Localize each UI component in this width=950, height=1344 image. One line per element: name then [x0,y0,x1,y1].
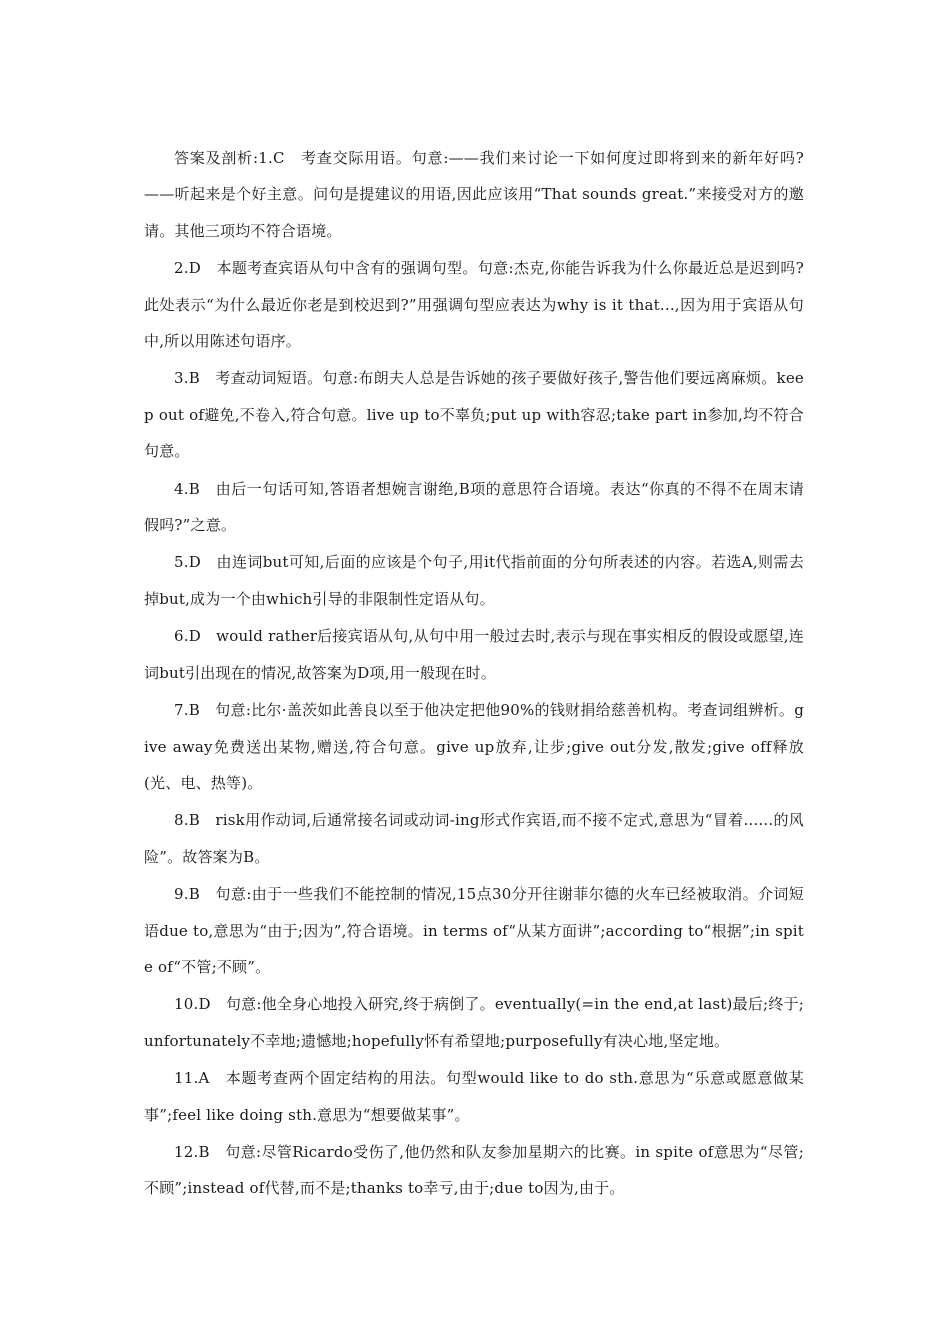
answer-paragraph-1: 答案及剖析:1.C 考查交际用语。句意:——我们来讨论一下如何度过即将到来的新年好吗?——听起来是个好主意。问句是提建议的用语,因此应该用“That sounds great.”来接受对方的邀请。其他三项均不符合语境。 [144,149,804,240]
answer-paragraph-2: 2.D 本题考查宾语从句中含有的强调句型。句意:杰克,你能告诉我为什么你最近总是迟到吗?此处表示“为什么最近你老是到校迟到?”用强调句型应表达为why is it that...,因为用于宾语从句中,所以用陈述句语序。 [144,259,804,351]
answer-paragraph-4: 4.B 由后一句话可知,答语者想婉言谢绝,B项的意思符合语境。表达“你真的不得不在周末请假吗?”之意。 [144,479,804,535]
answer-paragraph-7: 7.B 句意:比尔·盖茨如此善良以至于他决定把他90%的钱财捐给慈善机构。考查词组辨析。give away免费送出某物,赠送,符合句意。give up放弃,让步;give out分发,散发;give off释放(光、电、热等)。 [144,701,804,792]
answer-paragraph-9: 9.B 句意:由于一些我们不能控制的情况,15点30分开往谢菲尔德的火车已经被取消。介词短语due to,意思为“由于;因为”,符合语境。in terms of“从某方面讲”;according to“根据”;in spite of“不管;不顾”。 [144,885,804,976]
answer-paragraph-6: 6.D would rather后接宾语从句,从句中用一般过去时,表示与现在事实相反的假设或愿望,连词but引出现在的情况,故答案为D项,用一般现在时。 [144,627,804,682]
answer-explanations [144,140,804,1208]
answer-paragraph-11: 11.A 本题考查两个固定结构的用法。句型would like to do sth.意思为“乐意或愿意做某事”;feel like doing sth.意思为“想要做某事”。 [144,1069,804,1124]
answer-paragraph-12: 12.B 句意:尽管Ricardo受伤了,他仍然和队友参加星期六的比赛。in spite of意思为“尽管;不顾”;instead of代替,而不是;thanks to幸亏,由于;due to因为,由于。 [144,1142,804,1198]
answer-paragraph-8: 8.B risk用作动词,后通常接名词或动词-ing形式作宾语,而不接不定式,意思为“冒着......的风险”。故答案为B。 [144,811,804,866]
answer-paragraph-3: 3.B 考查动词短语。句意:布朗夫人总是告诉她的孩子要做好孩子,警告他们要远离麻烦。keep out of避免,不卷入,符合句意。live up to不辜负;put up with容忍;take part in参加,均不符合句意。 [144,369,804,461]
answer-paragraph-5: 5.D 由连词but可知,后面的应该是个句子,用it代指前面的分句所表述的内容。若选A,则需去掉but,成为一个由which引导的非限制性定语从句。 [144,553,804,608]
answer-paragraph-10: 10.D 句意:他全身心地投入研究,终于病倒了。eventually(=in the end,at last)最后;终于;unfortunately不幸地;遗憾地;hopefully怀有希望地;purposefully有决心地,坚定地。 [144,995,804,1050]
